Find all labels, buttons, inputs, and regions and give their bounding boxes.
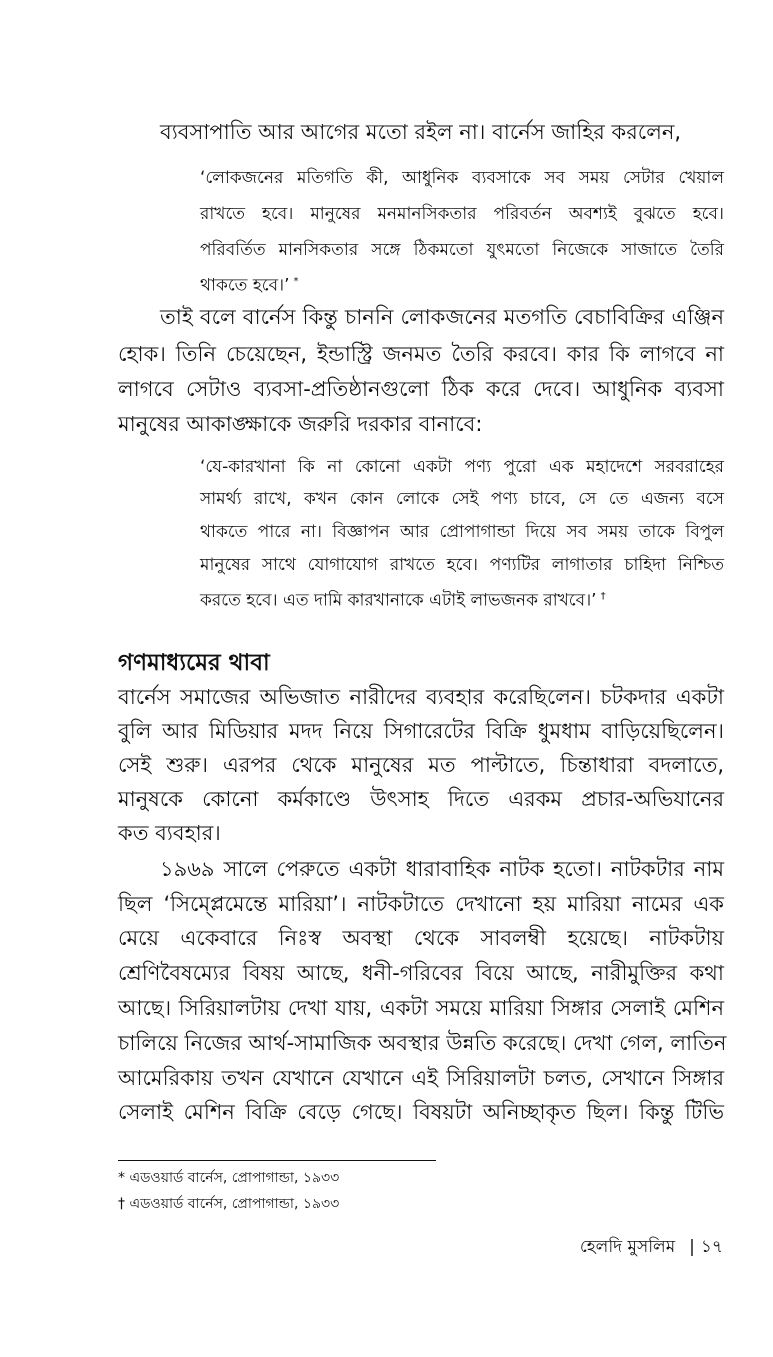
paragraph-line: মানুষকে কোনো কর্মকাণ্ডে উৎসাহ দিতে এরকম প্রচার-অভিযানের	[118, 787, 724, 811]
quote-line: মানুষের সাথে যোগাযোগ রাখতে হবে। পণ্যটির লাগাতার চাহিদা নিশ্চিত	[200, 555, 724, 575]
quote-line	[200, 267, 724, 301]
paragraph-line: মেয়ে একেবারে নিঃস্ব অবস্থা থেকে সাবলম্বী হয়েছে। নাটকটায়	[118, 926, 724, 950]
paragraph-line: মানুষের আকাঙ্ক্ষাকে জরুরি দরকার বানাবে:	[118, 412, 483, 436]
footnote-marker: †	[600, 591, 606, 602]
running-footer	[580, 1234, 723, 1262]
footnote-divider	[118, 1160, 436, 1161]
book-title: হেলদি মুসলিম	[579, 1237, 676, 1257]
paragraph-line: ১৯৬৯ সালে পেরুতে একটা ধারাবাহিক নাটক হতো। নাটকটার নাম	[160, 857, 724, 881]
separator: |	[689, 1237, 695, 1257]
paragraph-line: কত ব্যবহার।	[118, 821, 221, 845]
footnote: * এডওয়ার্ড বার্নেস, প্রোপাগান্ডা, ১৯৩৩	[118, 1170, 340, 1186]
paragraph-line: চালিয়ে নিজের আর্থ-সামাজিক অবস্থার উন্নতি করেছে। দেখা গেল, লাতিন	[118, 1031, 727, 1055]
footnote: † এডওয়ার্ড বার্নেস, প্রোপাগান্ডা, ১৯৩৩	[118, 1196, 340, 1212]
paragraph-line: তাই বলে বার্নেস কিন্তু চাননি লোকজনের মতগতি বেচাবিক্রির এঞ্জিন	[160, 305, 724, 329]
footnote-marker: *	[293, 276, 299, 287]
quote-line: থাকতে পারে না। বিজ্ঞাপন আর প্রোপাগান্ডা দিয়ে সব সময় তাকে বিপুল	[200, 522, 724, 542]
quote-line	[200, 582, 724, 616]
paragraph-line: আমেরিকায় তখন যেখানে যেখানে এই সিরিয়ালটা চলত, সেখানে সিঙ্গার	[118, 1066, 724, 1090]
paragraph-line: হোক। তিনি চেয়েছেন, ইন্ডাস্ট্রি জনমত তৈরি করবে। কার কি লাগবে না	[118, 342, 724, 366]
paragraph-line: বার্নেস সমাজের অভিজাত নারীদের ব্যবহার করেছিলেন। চটকদার একটা	[118, 685, 724, 709]
quote-line: ‘লোকজনের মতিগতি কী, আধুনিক ব্যবসাকে সব সময় সেটার খেয়াল	[200, 168, 724, 188]
section-heading: গণমাধ্যমের থাবা	[118, 650, 270, 676]
paragraph-line: ছিল ‘সিম্প্লেমেন্তে মারিয়া’। নাটকটাতে দেখানো হয় মারিয়া নামের এক	[118, 892, 724, 916]
paragraph-line: আছে। সিরিয়ালটায় দেখা যায়, একটা সময়ে মারিয়া সিঙ্গার সেলাই মেশিন	[118, 996, 724, 1020]
quote-line: সামর্থ্য রাখে, কখন কোন লোকে সেই পণ্য চাবে, সে তে এজন্য বসে	[200, 489, 724, 509]
paragraph-line: সেই শুরু। এরপর থেকে মানুষের মত পাল্টাতে, চিন্তাধারা বদলাতে,	[118, 753, 724, 777]
quote-line: রাখতে হবে। মানুষের মনমানসিকতার পরিবর্তন অবশ্যই বুঝতে হবে।	[200, 204, 724, 224]
paragraph-line: সেলাই মেশিন বিক্রি বেড়ে গেছে। বিষয়টা অনিচ্ছাকৃত ছিল। কিন্তু টিভি	[118, 1100, 724, 1124]
quote-text: থাকতে হবে।’	[200, 275, 290, 296]
paragraph-line: শ্রেণিবৈষম্যের বিষয় আছে, ধনী-গরিবের বিয়ে আছে, নারীমুক্তির কথা	[118, 961, 724, 985]
quote-line: ‘যে-কারখানা কি না কোনো একটা পণ্য পুরো এক মহাদেশে সরবরাহের	[200, 457, 724, 477]
quote-line: পরিবর্তিত মানসিকতার সঙ্গে ঠিকমতো যুৎমতো নিজেকে সাজাতে তৈরি	[200, 240, 724, 260]
paragraph-line: লাগবে সেটাও ব্যবসা-প্রতিষ্ঠানগুলো ঠিক করে দেবে। আধুনিক ব্যবসা	[118, 377, 724, 401]
quote-text: করতে হবে। এত দামি কারখানাকে এটাই লাভজনক রাখবে।’	[200, 590, 597, 611]
page-number: ১৭	[700, 1237, 723, 1257]
intro-line: ব্যবসাপাতি আর আগের মতো রইল না। বার্নেস জাহির করলেন,	[160, 120, 682, 144]
paragraph-line: বুলি আর মিডিয়ার মদদ নিয়ে সিগারেটের বিক্রি ধুমধাম বাড়িয়েছিলেন।	[118, 719, 724, 743]
